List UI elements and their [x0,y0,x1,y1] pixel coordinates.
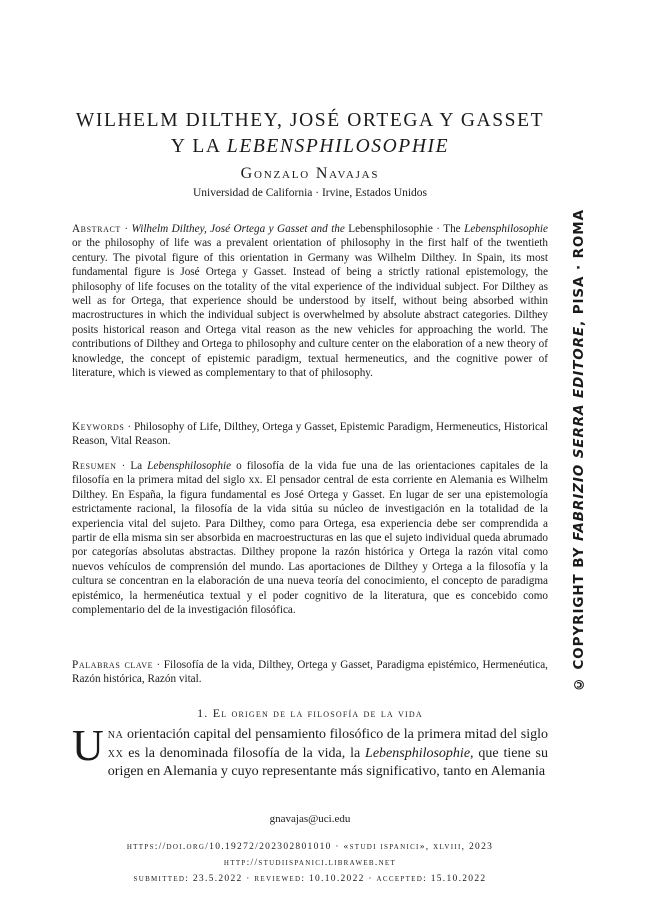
body-paragraph [72,721,548,782]
palabras-clave-paragraph [72,658,548,687]
journal-website[interactable]: http://studiispanici.libraweb.net [223,858,397,868]
author-email[interactable]: gnavajas@uci.edu [269,813,351,825]
title-prefix: Y LA [170,136,227,157]
resumen-label: Resumen [72,460,117,472]
article-title-line-1: WILHELM DILTHEY, JOSÉ ORTEGA Y GASSET [75,110,545,131]
palabras-clave-label: Palabras clave [72,659,154,671]
body-term-italic: Lebensphilosophie [365,745,471,761]
abstract-title-italic: Wilhelm Dilthey, José Ortega y Gasset and the [131,223,345,235]
keywords-label: Keywords [72,421,125,433]
resumen-term-italic: Lebensphilosophie [147,460,232,472]
body-text-1: orientación capital del pensamiento filosófico de la primera mitad del siglo [123,727,548,742]
body-smallcaps-start: na [107,727,124,742]
copyright-prefix: © COPYRIGHT BY [571,541,587,692]
copyright-notice [568,209,590,692]
keywords-paragraph [72,420,548,449]
abstract-text: or the philosophy of life was a prevalent orientation of philosophy in the first half of the twentieth century. The pivotal figure of this orientation in Germany was Wilhelm Dilthey. In Spain, its most fundamental figure is José Ortega y Gasset. Instead of being a strictly rational epistemology, the philosophy of life focuses on the totality of the vital experience of the individual subject. For Dilthey as well as for Ortega, that experience should be understood by itself, without being absorbed within macrostructures in which the individual subject is overwhelmed by absolute abstract categories. Dilthey posits historical reason and Ortega vital reason as the new vehicles for approaching the world. The contributions of Dilthey and Ortega to philosophy and culture center on the elaboration of a new theory of knowledge, the concept of epistemic paradigm, textual hermeneutics, and the cognitive power of literature, which is viewed as complementary to that of philosophy. [72,237,548,380]
abstract-sep-2: · The [432,223,465,235]
resumen-paragraph [72,459,548,617]
author-name: Gonzalo Navajas [240,165,380,182]
resumen-text: o filosofía de la vida fue una de las orientaciones capitales de la filosofía en la primera mitad del siglo xx. El pensador central de esta corriente en Alemania es Wilhelm Dilthey. En España, la figura fundamental es José Ortega y Gasset. En lugar de ser una epistemología estrictamente racional, la filosofía de la vida sitúa su núcleo de investigación en la totalidad de la experiencia vital del sujeto. Para Dilthey, como para Ortega, esa experiencia debe ser comprendida a partir de ella misma sin ser absorbida en macroestructuras en las que el sujeto individual queda abrumado por categorías absolutas abstractas. Dilthey propone la razón histórica y Ortega la razón vital como nuevos vehículos de comprensión del mundo. Las aportaciones de Dilthey y Ortega a la filosofía y la cultura se concentran en la elaboración de una nueva teoría del conocimiento, el concepto de paradigma epistémico, la hermenéutica textual y el poder cognitivo de la literatura, que es concebido como complementario del de la investigación filosófica. [72,460,548,617]
palabras-clave-text: · Filosofía de la vida, Dilthey, Ortega y Gasset, Paradigma epistémico, Hermenéutica, Razón histórica, Razón vital. [72,659,548,686]
body-text-3: , que tiene su origen en Alemania y cuyo representante más significativo, tanto en Alemania [107,745,548,779]
drop-cap: U [72,721,104,770]
doi-line[interactable]: https://doi.org/10.19272/202302801010 · «studi ispanici», xlviii, 2023 [126,842,494,852]
abstract-label: Abstract [72,223,121,235]
keywords-text: · Philosophy of Life, Dilthey, Ortega y Gasset, Epistemic Paradigm, Hermeneutics, Historical Reason, Vital Reason. [72,421,548,448]
body-century: xx [107,745,124,761]
author-affiliation: Universidad de California · Irvine, Estados Unidos [192,187,428,199]
abstract-paragraph [72,222,548,380]
copyright-publisher: FABRIZIO SERRA EDITORE [571,325,587,541]
abstract-title-word: Lebensphilosophie [344,223,433,235]
abstract-sep: · [120,223,132,235]
body-text-2: es la denominada filosofía de la vida, la [123,745,366,761]
section-heading: 1. El origen de la filosofía de la vida [197,706,423,720]
submission-dates: submitted: 23.5.2022 · reviewed: 10.10.2022 · accepted: 15.10.2022 [133,874,487,884]
copyright-suffix: , PISA · ROMA [571,209,587,326]
article-title-line-2 [70,134,550,159]
abstract-term-italic: Lebensphilosophie [464,223,548,235]
title-italic-term: LEBENSPHILOSOPHIE [226,136,450,157]
resumen-pre: · La [116,460,148,472]
